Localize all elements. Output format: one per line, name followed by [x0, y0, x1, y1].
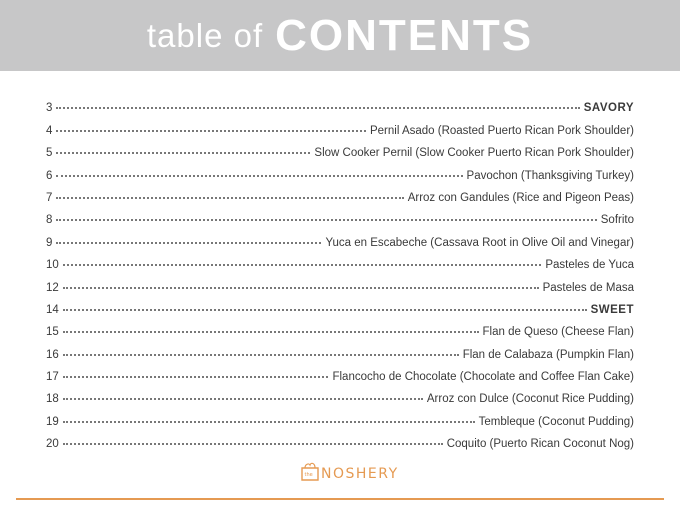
toc-entry-title: Pasteles de Yuca	[545, 259, 634, 272]
logo-text: NOSHERY	[321, 466, 399, 482]
toc-entry-title: Pasteles de Masa	[542, 281, 634, 294]
toc-entry-title: Arroz con Gandules (Rice and Pigeon Peas)	[407, 191, 634, 204]
toc-entry-title: Pernil Asado (Roasted Puerto Rican Pork Shoulder)	[369, 124, 634, 137]
page-header	[0, 0, 680, 71]
toc-entry-title: Pavochon (Thanksgiving Turkey)	[466, 169, 634, 182]
dot-leader	[63, 330, 479, 333]
page-title: CONTENTS	[275, 10, 534, 60]
toc-page-number: 5	[46, 147, 53, 160]
dot-leader	[63, 353, 459, 356]
dot-leader	[56, 196, 403, 199]
dot-leader	[63, 442, 443, 445]
toc-page-number: 17	[46, 371, 59, 384]
dot-leader	[56, 241, 321, 244]
toc-entry	[46, 316, 634, 338]
toc-page-number: 18	[46, 393, 59, 406]
toc-page-number: 19	[46, 415, 59, 428]
toc-entry	[46, 383, 634, 405]
dot-leader	[63, 308, 587, 311]
dot-leader	[63, 397, 423, 400]
toc-entry-title: Arroz con Dulce (Coconut Rice Pudding)	[426, 393, 634, 406]
toc-page-number: 6	[46, 169, 53, 182]
toc-entry	[46, 182, 634, 204]
dot-leader	[63, 375, 329, 378]
toc-entry	[46, 137, 634, 159]
toc-page-number: 7	[46, 191, 53, 204]
toc-entry-title: Sofrito	[600, 214, 634, 227]
toc-entry	[46, 226, 634, 248]
toc-page-number: 9	[46, 236, 53, 249]
toc-page-number: 12	[46, 281, 59, 294]
toc-entry-title: Flan de Calabaza (Pumpkin Flan)	[462, 348, 634, 361]
dot-leader	[63, 420, 475, 423]
dot-leader	[56, 151, 310, 154]
toc-entry-title: Flan de Queso (Cheese Flan)	[482, 326, 634, 339]
toc-section-heading: SAVORY	[583, 102, 634, 115]
dot-leader	[63, 263, 542, 266]
toc-entry	[46, 249, 634, 271]
pot-icon	[300, 460, 320, 482]
toc-page-number: 4	[46, 124, 53, 137]
toc-section-heading: SWEET	[590, 303, 634, 316]
logo-small-text: the	[304, 472, 313, 478]
toc-entry	[46, 159, 634, 181]
title-prefix: table of	[146, 16, 264, 54]
toc-entry	[46, 428, 634, 450]
toc-entry	[46, 204, 634, 226]
toc-page-number: 20	[46, 438, 59, 451]
toc-page-number: 16	[46, 348, 59, 361]
dot-leader	[56, 174, 462, 177]
dot-leader	[56, 129, 366, 132]
toc-entry-title: Slow Cooker Pernil (Slow Cooker Puerto Rican Pork Shoulder)	[314, 147, 634, 160]
toc-page-number: 8	[46, 214, 53, 227]
toc-entry	[46, 271, 634, 293]
table-of-contents	[46, 92, 634, 450]
footer-divider	[16, 498, 664, 500]
toc-page-number: 10	[46, 259, 59, 272]
toc-entry	[46, 92, 634, 114]
toc-entry-title: Flancocho de Chocolate (Chocolate and Coffee Flan Cake)	[332, 371, 634, 384]
toc-page-number: 14	[46, 303, 59, 316]
toc-entry-title: Tembleque (Coconut Pudding)	[478, 415, 634, 428]
toc-entry	[46, 338, 634, 360]
dot-leader	[63, 286, 539, 289]
toc-entry-title: Yuca en Escabeche (Cassava Root in Olive Oil and Vinegar)	[325, 236, 634, 249]
toc-entry	[46, 114, 634, 136]
toc-entry	[46, 361, 634, 383]
toc-page-number: 15	[46, 326, 59, 339]
dot-leader	[56, 218, 596, 221]
toc-page-number: 3	[46, 102, 53, 115]
toc-entry	[46, 405, 634, 427]
toc-entry	[46, 294, 634, 316]
dot-leader	[56, 106, 579, 109]
toc-entry-title: Coquito (Puerto Rican Coconut Nog)	[446, 438, 634, 451]
noshery-logo	[300, 460, 399, 482]
